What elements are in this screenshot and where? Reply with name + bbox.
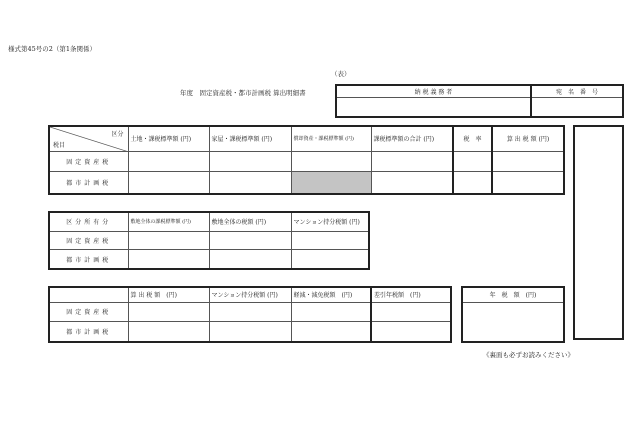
taxpayer-field[interactable] [336, 97, 531, 117]
column-header: 土地・課税標準額 (円) [128, 126, 209, 151]
column-header: 算 出 税 額 (円) [492, 126, 564, 151]
column-header: 償却資産・課税標準額 (円) [291, 126, 371, 151]
row-label: 固定資産税 [49, 231, 128, 249]
side-box [573, 125, 624, 340]
taxpayer-label: 納 税 義 務 者 [336, 85, 531, 97]
tax-amount-table [48, 286, 452, 343]
input-cell[interactable] [371, 172, 453, 194]
condo-table [48, 211, 370, 270]
column-header: 敷地全体の課税標準額 (円) [128, 212, 209, 231]
input-cell[interactable] [209, 172, 291, 194]
input-cell[interactable] [209, 151, 291, 172]
input-cell[interactable] [492, 151, 564, 172]
row-label: 都市計画税 [49, 322, 128, 343]
table-row [49, 322, 451, 343]
row-label: 固定資産税 [49, 151, 128, 172]
corner-cell [49, 126, 128, 151]
table-row [49, 231, 369, 249]
column-header: 税 率 [453, 126, 492, 151]
address-number-field[interactable] [531, 97, 623, 117]
input-cell[interactable] [209, 322, 291, 343]
input-cell[interactable] [209, 231, 291, 249]
input-cell[interactable] [128, 302, 209, 322]
input-cell[interactable] [291, 250, 369, 269]
side-label: （表） [331, 70, 351, 78]
corner-bottom-label: 税目 [53, 141, 66, 149]
column-header: 軽減・減免税額 (円) [291, 287, 371, 302]
annual-tax-field[interactable] [462, 302, 564, 342]
header-table [335, 84, 624, 118]
input-cell[interactable] [128, 322, 209, 343]
input-cell[interactable] [453, 172, 492, 194]
input-cell[interactable] [492, 172, 564, 194]
input-cell[interactable] [291, 151, 371, 172]
tax-base-table [48, 125, 565, 195]
table-row [49, 250, 369, 269]
corner-top-label: 区分 [111, 131, 124, 138]
input-cell[interactable] [128, 231, 209, 249]
column-header: 敷地全体の税額 (円) [209, 212, 291, 231]
column-header: 家屋・課税標準額 (円) [209, 126, 291, 151]
corner-label: 区分所有分 [49, 212, 128, 231]
address-number-label: 宛 名 番 号 [531, 85, 623, 97]
input-cell[interactable] [128, 151, 209, 172]
corner-cell [49, 287, 128, 302]
disabled-cell [291, 172, 371, 194]
input-cell[interactable] [371, 151, 453, 172]
input-cell[interactable] [291, 322, 371, 343]
column-header: 課税標準額の合計 (円) [371, 126, 453, 151]
column-header: マンション持分税額 (円) [209, 287, 291, 302]
form-number: 様式第45号の2（第1条関係） [8, 45, 97, 53]
input-cell[interactable] [291, 231, 369, 249]
input-cell[interactable] [209, 302, 291, 322]
page-title: 年度 固定資産税・都市計画税 算出明細書 [180, 89, 306, 97]
annual-tax-table [461, 286, 565, 343]
column-header: マンション持分税額 (円) [291, 212, 369, 231]
annual-tax-label: 年 税 額 (円) [462, 287, 564, 302]
column-header: 算 出 税 額 (円) [128, 287, 209, 302]
input-cell[interactable] [128, 172, 209, 194]
row-label: 都市計画税 [49, 250, 128, 269]
input-cell[interactable] [371, 322, 451, 343]
footer-note: 《裏面も必ずお読みください》 [483, 351, 574, 359]
row-label: 都市計画税 [49, 172, 128, 194]
input-cell[interactable] [291, 302, 371, 322]
input-cell[interactable] [209, 250, 291, 269]
table-row [49, 172, 564, 194]
table-row [49, 302, 451, 322]
column-header: 差引年税額 (円) [371, 287, 451, 302]
input-cell[interactable] [371, 302, 451, 322]
input-cell[interactable] [453, 151, 492, 172]
input-cell[interactable] [128, 250, 209, 269]
table-row [49, 151, 564, 172]
row-label: 固定資産税 [49, 302, 128, 322]
